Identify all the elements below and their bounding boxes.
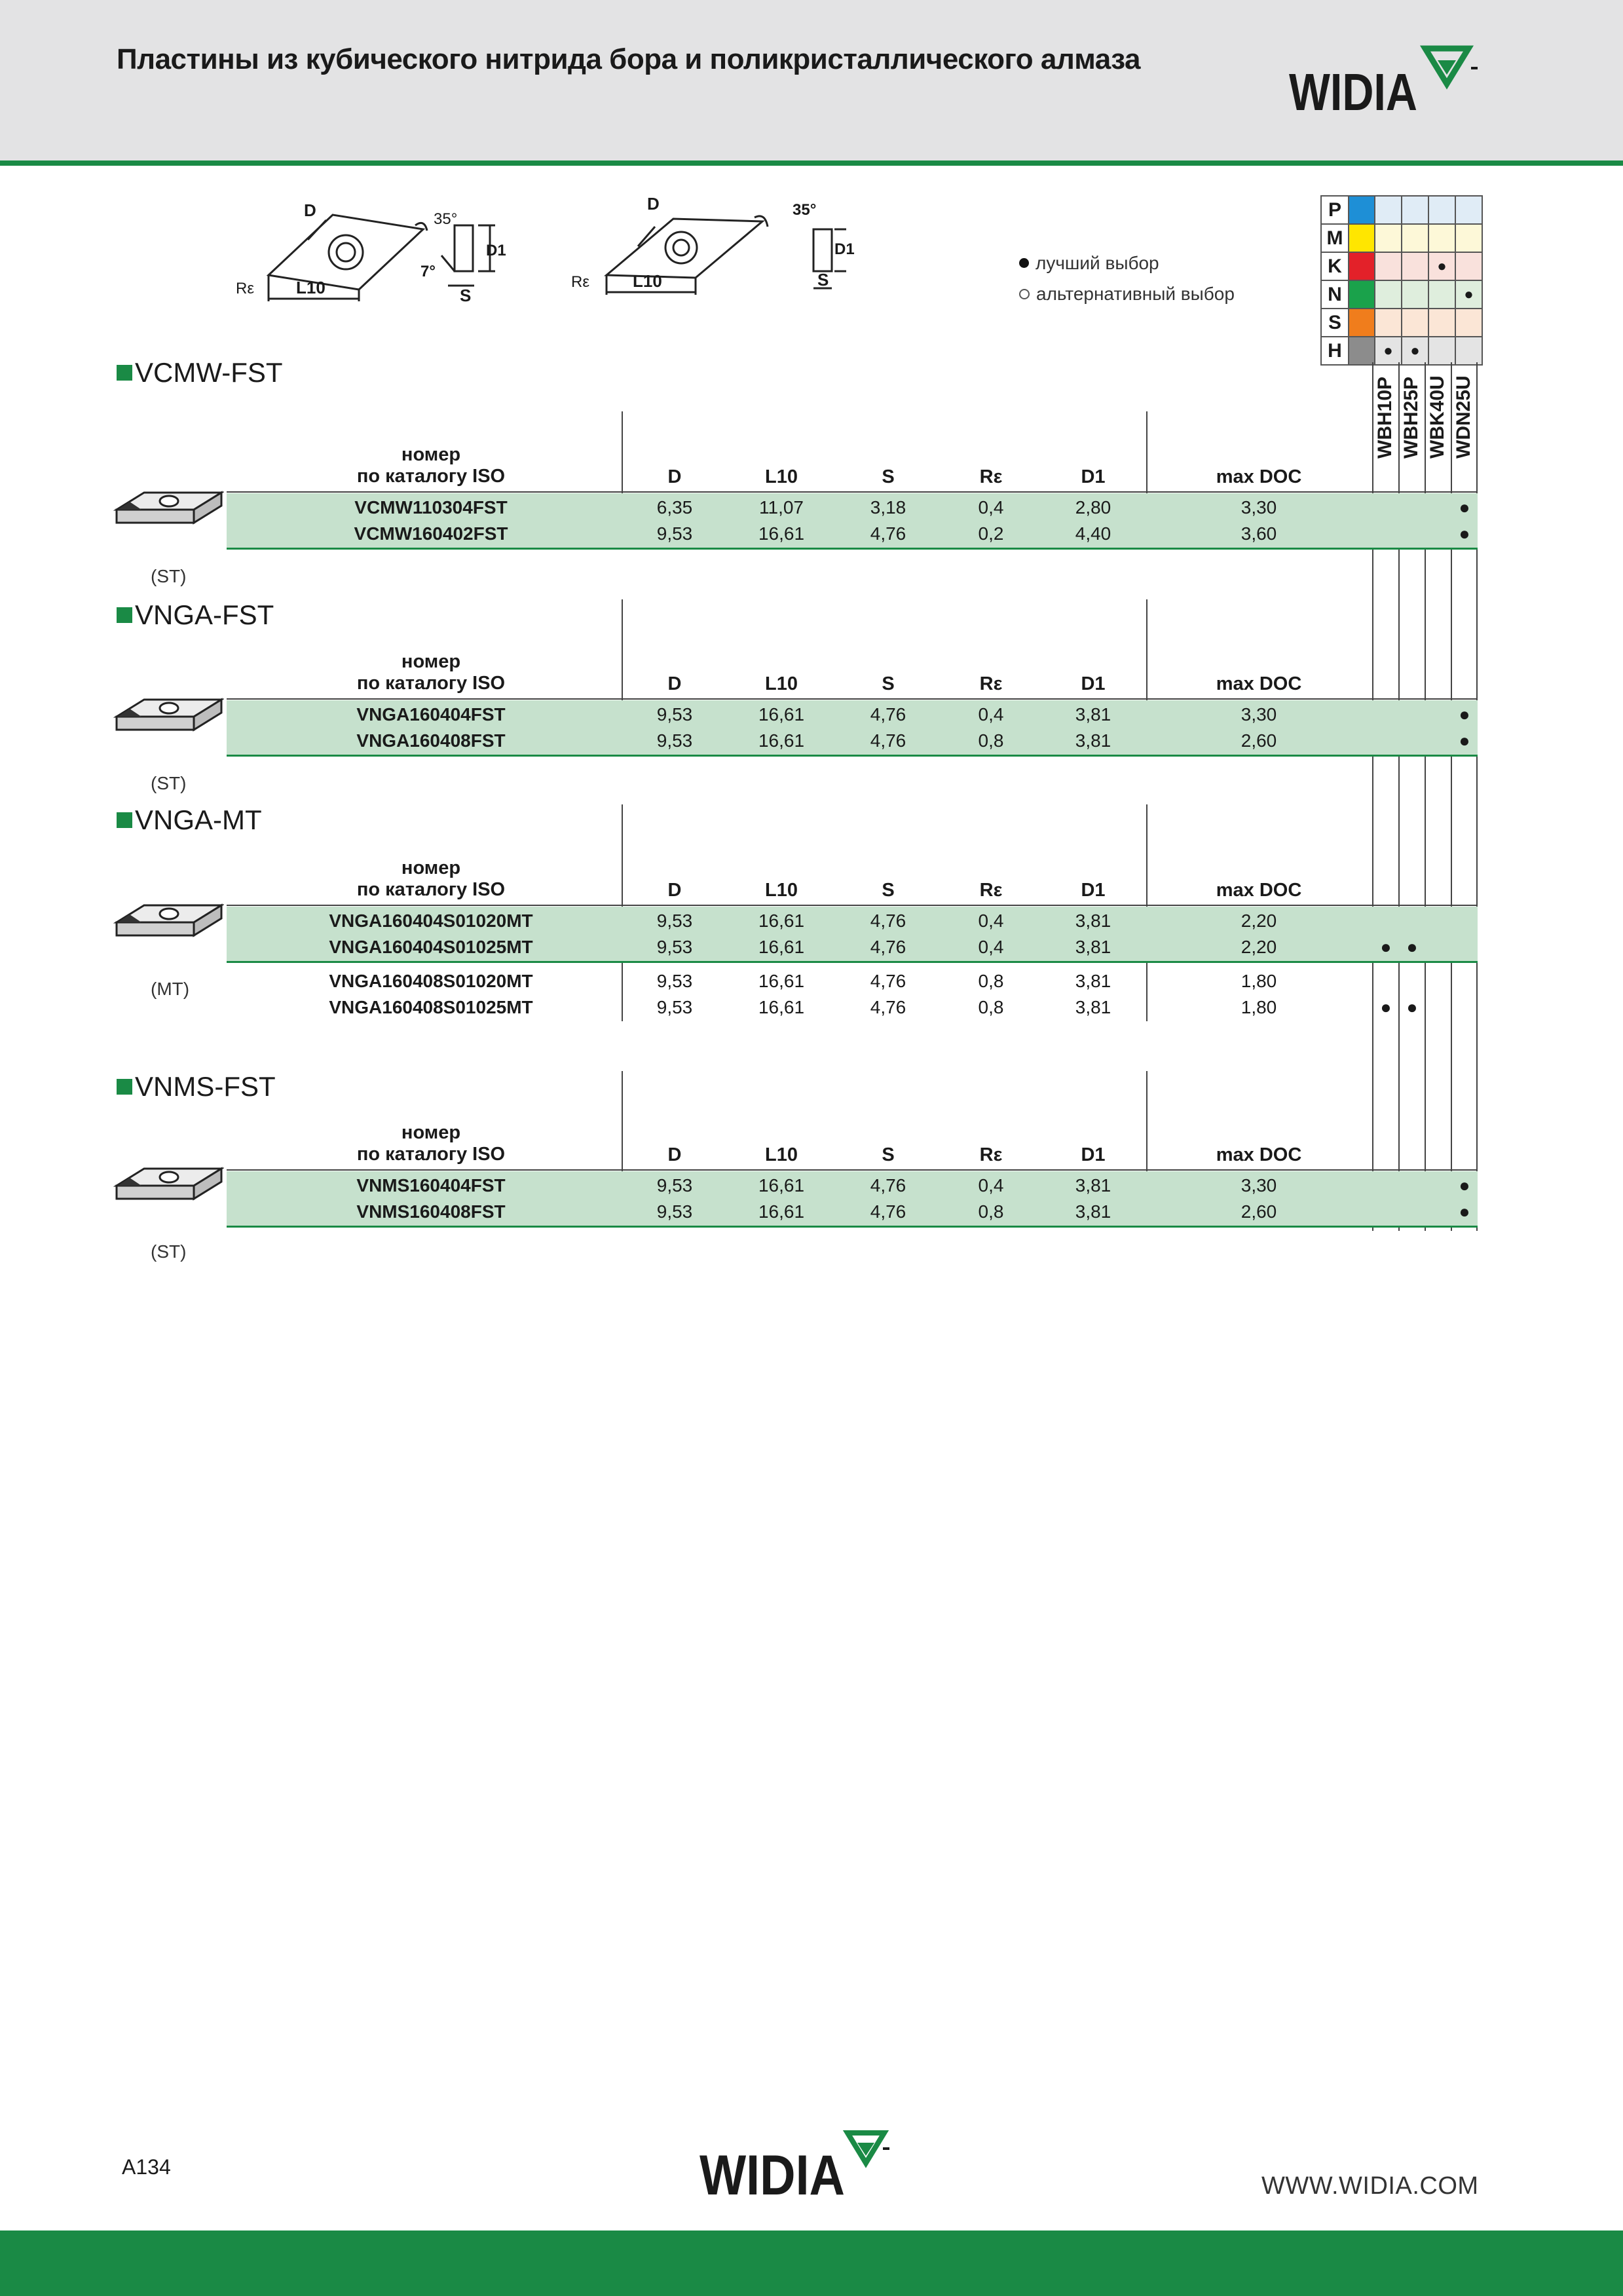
grade-recommendation-dot: ● <box>1459 497 1470 518</box>
insert-diagram-left <box>231 190 519 314</box>
dim-re: Rε <box>236 280 255 297</box>
section-marker-icon <box>117 1079 132 1095</box>
cell-d1: 4,40 <box>1075 523 1111 544</box>
iso-header-line1: номер <box>401 1122 461 1143</box>
material-color-swatch <box>1349 309 1375 337</box>
material-row-m <box>1321 224 1482 252</box>
column-header-d: D <box>667 1144 682 1165</box>
legend-best <box>1019 248 1235 278</box>
page-title: Пластины из кубического нитрида бора и поликристаллического алмаза <box>117 43 1141 75</box>
table-row <box>0 521 1623 547</box>
material-grade-cell: ● <box>1375 337 1402 365</box>
grade-header <box>1451 367 1477 485</box>
material-grade-cell: ● <box>1455 280 1482 309</box>
column-header-d1: D1 <box>1081 1144 1106 1165</box>
row-group-rule <box>227 755 1478 757</box>
cell-l10: 16,61 <box>758 1201 805 1222</box>
iso-header-line2: по каталогу ISO <box>356 466 506 487</box>
cell-re: 0,4 <box>978 1175 1004 1195</box>
material-grade-cell <box>1375 224 1402 252</box>
section-marker-icon <box>117 365 132 381</box>
material-grade-cell <box>1402 196 1428 224</box>
cell-d1: 2,80 <box>1075 497 1111 518</box>
cell-re: 0,8 <box>978 730 1004 751</box>
grade-label: WBH25P <box>1400 376 1422 459</box>
cell-re: 0,8 <box>978 1201 1004 1222</box>
material-grade-cell <box>1428 196 1455 224</box>
cell-doc: 2,20 <box>1241 911 1277 931</box>
table-row <box>0 728 1623 754</box>
row-group-rule <box>227 1226 1478 1228</box>
column-header-doc: max DOC <box>1216 880 1302 901</box>
cell-d1: 3,81 <box>1075 730 1111 751</box>
table-top-rule <box>227 1169 1478 1171</box>
cell-s: 3,18 <box>870 497 906 518</box>
header-divider <box>0 160 1623 166</box>
cell-l10: 11,07 <box>759 497 804 518</box>
column-header-re: Rε <box>979 466 1003 487</box>
column-header-doc: max DOC <box>1216 1144 1302 1165</box>
dim-clearance: 7° <box>420 263 436 280</box>
catalog-number[interactable]: VNMS160408FST <box>356 1201 506 1222</box>
table-top-rule <box>227 698 1478 700</box>
cell-d1: 3,81 <box>1075 911 1111 931</box>
cell-d: 9,53 <box>656 1175 693 1195</box>
logo-tm-mark <box>1471 67 1478 69</box>
grade-recommendation-dot: ● <box>1459 1175 1470 1195</box>
material-grade-cell: ● <box>1428 252 1455 280</box>
grade-header <box>1425 367 1451 485</box>
section-title-text: VNGA-MT <box>135 804 262 835</box>
column-header-s: S <box>882 880 895 901</box>
column-header-iso <box>287 1122 575 1165</box>
column-header-iso <box>287 444 575 487</box>
grade-recommendation-dot: ● <box>1380 937 1392 957</box>
material-grade-cell <box>1428 337 1455 365</box>
insert-thumbnail-icon <box>113 483 224 536</box>
cell-l10: 16,61 <box>758 1175 805 1195</box>
material-letter: H <box>1321 337 1349 365</box>
grade-recommendation-dot: ● <box>1406 937 1418 957</box>
material-color-swatch <box>1349 280 1375 309</box>
material-color-swatch <box>1349 196 1375 224</box>
cell-doc: 1,80 <box>1241 997 1277 1017</box>
cell-l10: 16,61 <box>758 971 805 991</box>
cell-d: 9,53 <box>656 997 693 1017</box>
material-color-swatch <box>1349 224 1375 252</box>
catalog-number[interactable]: VNGA160404S01020MT <box>329 911 533 931</box>
cell-re: 0,4 <box>978 497 1004 518</box>
material-grade-cell <box>1428 224 1455 252</box>
cell-doc: 2,60 <box>1241 730 1277 751</box>
section-title-text: VNGA-FST <box>135 599 274 630</box>
cell-s: 4,76 <box>870 1175 906 1195</box>
catalog-number[interactable]: VNGA160408S01025MT <box>329 997 533 1017</box>
grade-header <box>1398 367 1425 485</box>
cell-s: 4,76 <box>870 1201 906 1222</box>
table-row <box>0 702 1623 728</box>
cell-s: 4,76 <box>870 704 906 725</box>
grade-recommendation-dot: ● <box>1459 1201 1470 1222</box>
page-number: A134 <box>122 2155 171 2179</box>
column-header-d: D <box>667 466 682 487</box>
cell-doc: 1,80 <box>1241 971 1277 991</box>
table-top-rule <box>227 905 1478 906</box>
cell-d1: 3,81 <box>1075 704 1111 725</box>
legend-alternative <box>1019 278 1235 309</box>
cell-s: 4,76 <box>870 523 906 544</box>
cell-doc: 2,60 <box>1241 1201 1277 1222</box>
table-row <box>0 1199 1623 1225</box>
cell-re: 0,4 <box>978 704 1004 725</box>
insert-side-view <box>455 225 473 271</box>
cell-s: 4,76 <box>870 911 906 931</box>
cell-d: 6,35 <box>656 497 693 518</box>
insert-outline <box>606 219 762 278</box>
column-header-re: Rε <box>979 673 1003 694</box>
material-row-h <box>1321 337 1482 365</box>
column-header-iso <box>287 651 575 694</box>
cell-d: 9,53 <box>656 730 693 751</box>
section-title-text: VNMS-FST <box>135 1071 276 1102</box>
cell-re: 0,4 <box>978 911 1004 931</box>
catalog-number[interactable]: VCMW110304FST <box>354 497 508 518</box>
insert-type-label: (ST) <box>151 1241 187 1262</box>
row-group-rule <box>227 548 1478 550</box>
grade-label: WDN25U <box>1453 375 1474 459</box>
insert-type-label: (MT) <box>151 979 190 999</box>
grade-label: WBH10P <box>1374 376 1396 459</box>
material-row-k <box>1321 252 1482 280</box>
cell-d1: 3,81 <box>1075 971 1111 991</box>
column-header-l10: L10 <box>765 880 798 901</box>
grade-recommendation-dot: ● <box>1459 704 1470 725</box>
table-row <box>0 934 1623 960</box>
cell-l10: 16,61 <box>758 704 805 725</box>
cell-l10: 16,61 <box>758 997 805 1017</box>
material-grade-cell <box>1402 309 1428 337</box>
cell-s: 4,76 <box>870 971 906 991</box>
dim-s: S <box>817 270 829 290</box>
material-color-swatch <box>1349 252 1375 280</box>
grade-label: WBK40U <box>1427 375 1448 459</box>
cell-s: 4,76 <box>870 730 906 751</box>
column-header-l10: L10 <box>765 673 798 694</box>
section-marker-icon <box>117 812 132 828</box>
catalog-number[interactable]: VNGA160404FST <box>356 704 506 725</box>
grade-header <box>1372 367 1398 485</box>
catalog-number[interactable]: VNMS160404FST <box>356 1175 506 1195</box>
cell-d: 9,53 <box>656 1201 693 1222</box>
dim-l10: L10 <box>296 278 326 297</box>
material-grade-cell <box>1455 224 1482 252</box>
column-header-doc: max DOC <box>1216 673 1302 694</box>
catalog-number[interactable]: VNGA160408S01020MT <box>329 971 533 991</box>
section-title <box>117 357 283 388</box>
material-letter: S <box>1321 309 1349 337</box>
table-row <box>0 968 1623 994</box>
website-url[interactable]: WWW.WIDIA.COM <box>1261 2172 1479 2200</box>
catalog-number[interactable]: VCMW160402FST <box>354 523 508 544</box>
column-header-iso <box>287 857 575 901</box>
material-letter: M <box>1321 224 1349 252</box>
cell-s: 4,76 <box>870 937 906 957</box>
legend-best-label: лучший выбор <box>1035 252 1159 273</box>
column-header-d1: D1 <box>1081 880 1106 901</box>
footer-band <box>0 2230 1623 2296</box>
material-row-p <box>1321 196 1482 224</box>
table-row <box>0 495 1623 521</box>
cell-re: 0,8 <box>978 997 1004 1017</box>
table-row <box>0 994 1623 1021</box>
grade-recommendation-dot: ● <box>1459 523 1470 544</box>
dim-angle: 35° <box>793 201 817 219</box>
material-grade-cell <box>1402 252 1428 280</box>
column-header-s: S <box>882 673 895 694</box>
cell-doc: 3,30 <box>1241 1175 1277 1195</box>
widia-logo <box>1285 41 1482 119</box>
material-grade-cell <box>1375 196 1402 224</box>
material-group-grid <box>1320 195 1483 366</box>
cell-l10: 16,61 <box>758 730 805 751</box>
table-top-rule <box>227 491 1478 493</box>
row-group-rule <box>227 961 1478 963</box>
dim-d: D <box>647 194 660 214</box>
insert-type-label: (ST) <box>151 773 187 793</box>
material-grade-cell <box>1455 196 1482 224</box>
selection-legend <box>1019 248 1235 309</box>
iso-header-line1: номер <box>401 651 461 672</box>
cell-doc: 3,60 <box>1241 523 1277 544</box>
iso-header-line2: по каталогу ISO <box>356 1144 506 1165</box>
column-header-re: Rε <box>979 880 1003 901</box>
material-color-swatch <box>1349 337 1375 365</box>
material-row-n <box>1321 280 1482 309</box>
grade-recommendation-dot: ● <box>1380 997 1392 1017</box>
material-grade-cell <box>1455 252 1482 280</box>
cell-d: 9,53 <box>656 971 693 991</box>
material-grade-cell <box>1455 309 1482 337</box>
material-letter: P <box>1321 196 1349 224</box>
cell-s: 4,76 <box>870 997 906 1017</box>
column-header-l10: L10 <box>765 466 798 487</box>
material-grade-cell <box>1455 337 1482 365</box>
cell-doc: 3,30 <box>1241 704 1277 725</box>
cell-doc: 2,20 <box>1241 937 1277 957</box>
iso-header-line2: по каталогу ISO <box>356 879 506 900</box>
cell-d: 9,53 <box>656 523 693 544</box>
section-title <box>117 599 274 631</box>
cell-doc: 3,30 <box>1241 497 1277 518</box>
section-title <box>117 804 262 836</box>
catalog-number[interactable]: VNGA160404S01025MT <box>329 937 533 957</box>
logo-wordmark: WIDIA <box>700 2144 845 2202</box>
column-header-d: D <box>667 880 682 901</box>
material-grade-cell <box>1375 280 1402 309</box>
widia-footer-logo <box>697 2124 893 2202</box>
logo-wordmark: WIDIA <box>1289 63 1417 119</box>
cell-re: 0,8 <box>978 971 1004 991</box>
dim-l10: L10 <box>633 271 662 291</box>
cell-d1: 3,81 <box>1075 1175 1111 1195</box>
grade-recommendation-dot: ● <box>1406 997 1418 1017</box>
column-header-l10: L10 <box>765 1144 798 1165</box>
cell-d: 9,53 <box>656 704 693 725</box>
cell-l10: 16,61 <box>758 911 805 931</box>
cell-d1: 3,81 <box>1075 1201 1111 1222</box>
iso-header-line1: номер <box>401 857 461 878</box>
section-title-text: VCMW-FST <box>135 357 283 388</box>
dim-d1: D1 <box>834 240 855 258</box>
filled-dot-icon <box>1019 258 1029 268</box>
insert-thumbnail-icon <box>113 1159 224 1212</box>
material-grade-cell <box>1402 224 1428 252</box>
material-grade-cell <box>1375 309 1402 337</box>
iso-header-line2: по каталогу ISO <box>356 673 506 694</box>
cell-d1: 3,81 <box>1075 997 1111 1017</box>
insert-outline <box>269 215 423 290</box>
legend-alternative-label: альтернативный выбор <box>1036 283 1235 304</box>
column-header-d1: D1 <box>1081 673 1106 694</box>
insert-type-label: (ST) <box>151 566 187 586</box>
cell-d1: 3,81 <box>1075 937 1111 957</box>
material-grade-cell <box>1402 280 1428 309</box>
column-header-d: D <box>667 673 682 694</box>
cell-d: 9,53 <box>656 937 693 957</box>
logo-tm-mark <box>883 2147 889 2150</box>
cell-l10: 16,61 <box>758 523 805 544</box>
dim-d: D <box>304 200 316 220</box>
material-letter: K <box>1321 252 1349 280</box>
grade-recommendation-dot: ● <box>1459 730 1470 751</box>
dim-s: S <box>460 286 472 305</box>
column-header-doc: max DOC <box>1216 466 1302 487</box>
catalog-number[interactable]: VNGA160408FST <box>356 730 506 751</box>
material-grade-cell <box>1428 280 1455 309</box>
cell-re: 0,4 <box>978 937 1004 957</box>
column-header-s: S <box>882 466 895 487</box>
material-letter: N <box>1321 280 1349 309</box>
iso-header-line1: номер <box>401 444 461 465</box>
cell-re: 0,2 <box>978 523 1004 544</box>
dim-angle: 35° <box>434 210 458 228</box>
column-header-s: S <box>882 1144 895 1165</box>
table-row <box>0 1173 1623 1199</box>
material-grade-cell <box>1375 252 1402 280</box>
material-grade-cell <box>1428 309 1455 337</box>
section-title <box>117 1071 276 1102</box>
section-marker-icon <box>117 607 132 623</box>
insert-thumbnail-icon <box>113 896 224 949</box>
hollow-dot-icon <box>1019 289 1030 299</box>
insert-diagram-right <box>567 190 855 314</box>
insert-side-view <box>813 229 832 271</box>
cell-d: 9,53 <box>656 911 693 931</box>
material-grade-cell: ● <box>1402 337 1428 365</box>
dim-re: Rε <box>571 273 590 291</box>
material-row-s <box>1321 309 1482 337</box>
column-header-d1: D1 <box>1081 466 1106 487</box>
table-row <box>0 908 1623 934</box>
cell-l10: 16,61 <box>758 937 805 957</box>
insert-thumbnail-icon <box>113 690 224 743</box>
column-header-re: Rε <box>979 1144 1003 1165</box>
dim-d1: D1 <box>486 242 506 259</box>
